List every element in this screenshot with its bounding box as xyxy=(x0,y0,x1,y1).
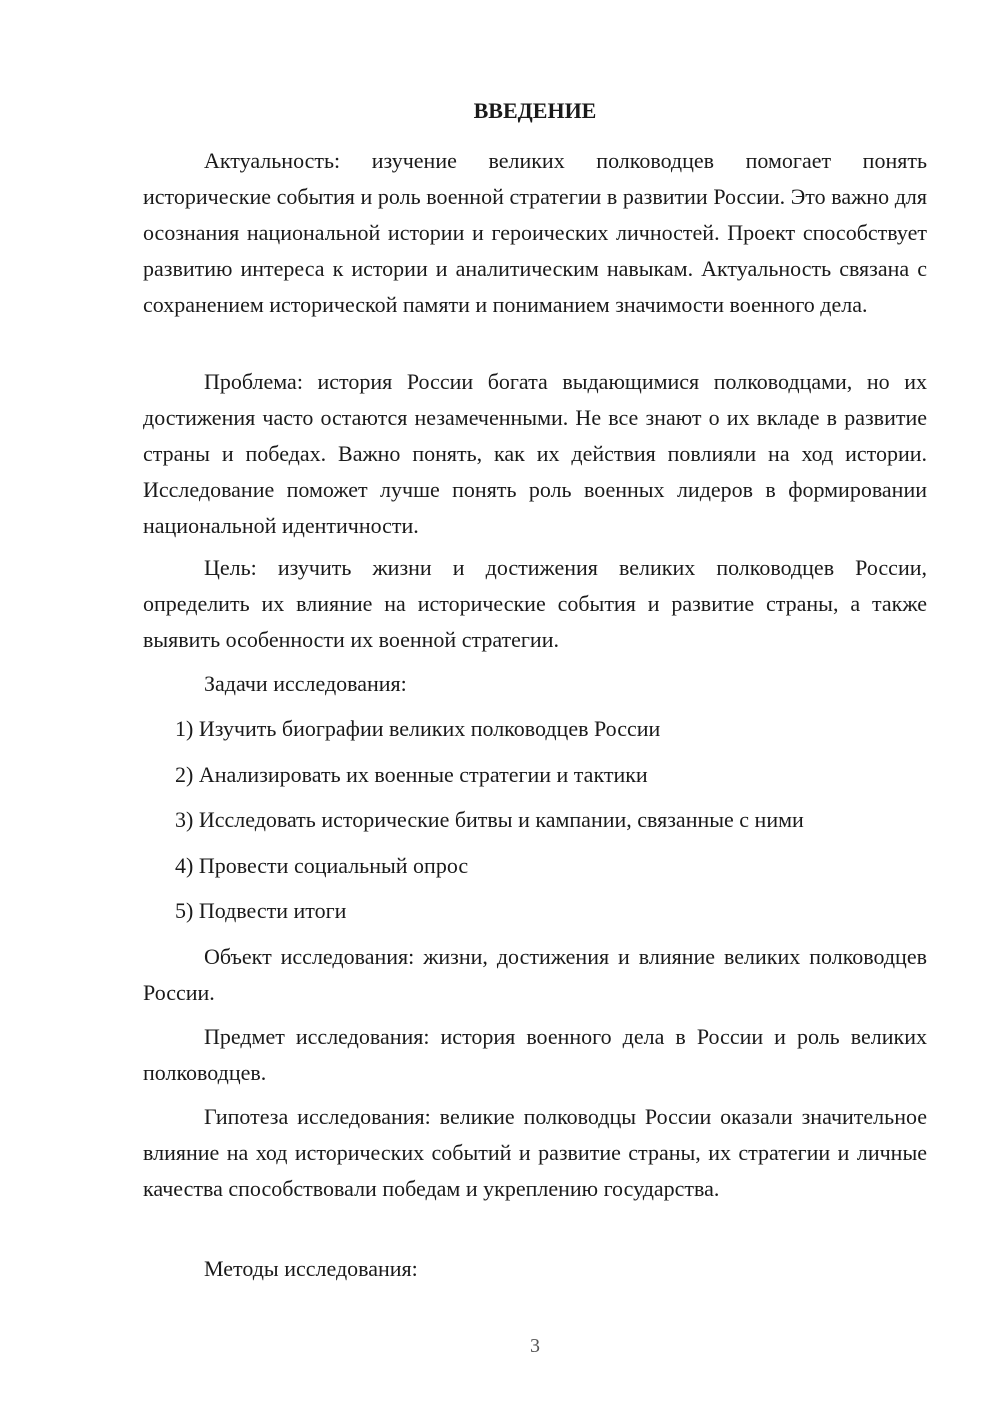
methods-heading: Методы исследования: xyxy=(204,1256,418,1281)
page-number: 3 xyxy=(530,1335,540,1357)
list-item: 1) Изучить биографии великих полководцев России xyxy=(175,716,661,741)
tasks-heading: Задачи исследования: xyxy=(204,671,407,696)
paragraph-problem: Проблема: история России богата выдающимися полководцами, но их достижения часто остаются незамеченными. Не все знают о их вкладе в развитие страны и победах. Важно понять, как их действия повлияли на ход истории. Исследование поможет лучше понять роль военных лидеров в формировании национальной идентичности. xyxy=(143,369,927,538)
list-item: 4) Провести социальный опрос xyxy=(175,853,469,878)
paragraph-hypothesis: Гипотеза исследования: великие полководцы России оказали значительное влияние на ход исторических событий и развитие страны, их стратегии и личные качества способствовали победам и укреплению государства. xyxy=(143,1104,927,1201)
paragraph-object: Объект исследования: жизни, достижения и влияние великих полководцев России. xyxy=(143,944,927,1005)
list-item: 2) Анализировать их военные стратегии и тактики xyxy=(175,762,648,787)
list-item: 3) Исследовать исторические битвы и кампании, связанные с ними xyxy=(175,807,804,832)
section-title: ВВЕДЕНИЕ xyxy=(473,98,597,123)
paragraph-goal: Цель: изучить жизни и достижения великих полководцев России, определить их влияние на исторические события и развитие страны, а также выявить особенности их военной стратегии. xyxy=(143,555,927,652)
document-page xyxy=(143,0,927,1414)
list-item: 5) Подвести итоги xyxy=(175,898,347,923)
paragraph-relevance: Актуальность: изучение великих полководцев помогает понять исторические события и роль военной стратегии в развитии России. Это важно для осознания национальной истории и героических личностей. Проект способствует развитию интереса к истории и аналитическим навыкам. Актуальность связана с сохранением исторической памяти и пониманием значимости военного дела. xyxy=(143,148,927,317)
paragraph-subject: Предмет исследования: история военного дела в России и роль великих полководцев. xyxy=(143,1024,927,1085)
